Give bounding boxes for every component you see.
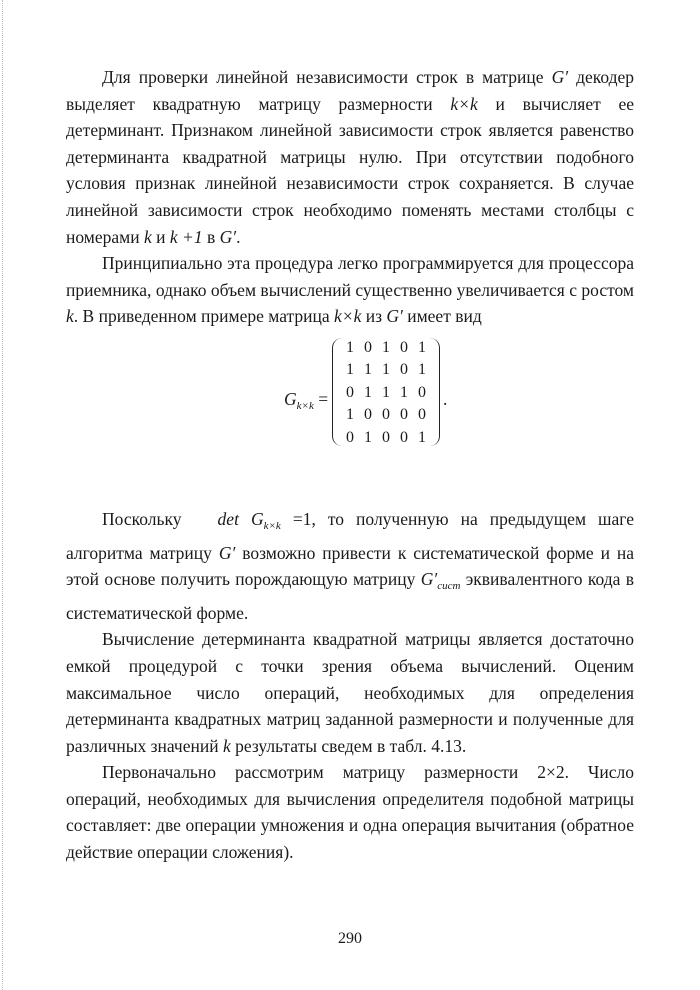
matrix-rows — [341, 337, 431, 450]
matrix-equation — [66, 336, 634, 456]
text: и вычисляет ее детерминант. Признаком линейной зависимости строк является равенство детерминанта квадратной матрицы нулю. При отсутствии подобного условия признак линейной независимости строк сохраняется. В случае линейной зависимости строк необходимо поменять местами столбцы с номерами — [66, 93, 635, 247]
text: . В приведенном примере матрица — [73, 306, 330, 327]
matrix-row — [341, 404, 431, 427]
math-k: k — [66, 306, 74, 327]
paragraph-2 — [66, 250, 634, 330]
matrix-cell: 0 — [418, 406, 426, 424]
text: эквивалентного кода в систематической форме. — [66, 569, 635, 623]
text: результаты сведем в табл. 4.13. — [235, 735, 467, 756]
text: . — [236, 226, 241, 247]
matrix-cell: 0 — [400, 406, 408, 424]
text: в — [206, 226, 216, 247]
matrix-cell: 1 — [418, 361, 426, 379]
matrix-cell: 1 — [382, 383, 390, 401]
matrix-period: . — [443, 388, 448, 409]
text: то полученную на предыдущем шаге алгоритма матрицу — [66, 508, 635, 563]
math-k: k — [222, 735, 231, 756]
text: имеет вид — [407, 306, 482, 327]
matrix-cell: 0 — [364, 406, 372, 424]
math-g: G — [284, 388, 297, 409]
matrix-cell: 1 — [400, 383, 408, 401]
matrix-cell: 0 — [418, 383, 426, 401]
math-g-prime-sist: G′ — [420, 569, 438, 590]
matrix-label — [284, 386, 328, 420]
text: Для проверки линейной независимости строк в матрице — [102, 67, 544, 87]
math-subscript: k×k — [263, 519, 281, 532]
matrix-cell: 1 — [346, 361, 354, 379]
text: . Число операций, необходимых для вычисления определителя подобной матрицы составляет: две операции умножения и одна операция вычитания (обратное действие операции сложения). — [66, 762, 634, 863]
matrix-cell: 0 — [400, 338, 408, 356]
text: Поскольку — [102, 508, 182, 529]
matrix-cell: 0 — [364, 338, 372, 356]
text: и — [156, 226, 166, 247]
text: из — [365, 306, 382, 327]
text: декодер выделяет квадратную матрицу размерности — [66, 67, 635, 114]
matrix-cell: 0 — [400, 361, 408, 379]
math-g-prime: G′ — [551, 67, 569, 87]
matrix-cell: 1 — [382, 338, 390, 356]
math-g-prime: G′ — [219, 226, 237, 247]
matrix-cell: 1 — [382, 361, 390, 379]
math-2x2: 2×2 — [537, 762, 565, 783]
text: возможно привести к систематической форме и на этой основе получить порождающую матрицу — [66, 542, 635, 590]
math-g-prime: G′ — [386, 306, 403, 327]
matrix-row — [341, 427, 431, 450]
paragraph-4 — [66, 626, 634, 759]
math-subscript: k×k — [296, 399, 314, 412]
math-subscript: сист — [437, 580, 461, 593]
matrix-cell: 1 — [364, 383, 372, 401]
text: Первоначально рассмотрим матрицу размерности — [102, 762, 519, 783]
matrix-row — [341, 337, 431, 360]
math-kxk: k×k — [334, 306, 362, 327]
spacer — [66, 466, 634, 506]
matrix-row — [341, 359, 431, 382]
matrix-cell: 0 — [382, 428, 390, 446]
text: Принципиально эта процедура легко программируется для процессора приемника, однако объем вычислений существенно увеличивается с ростом — [66, 253, 634, 300]
page-number: 290 — [338, 930, 362, 947]
matrix-cell: 1 — [418, 428, 426, 446]
math-k-plus-1: k +1 — [169, 226, 203, 247]
matrix-cell: 0 — [346, 428, 354, 446]
matrix-cell: 1 — [346, 406, 354, 424]
matrix-cell: 0 — [346, 383, 354, 401]
page-edge-dots — [2, 0, 3, 990]
matrix — [332, 336, 440, 448]
paragraph-1 — [66, 64, 634, 250]
math-k: k — [143, 226, 152, 247]
matrix-cell: 1 — [418, 338, 426, 356]
math-equals-one: =1, — [292, 508, 316, 529]
text: Вычисление детерминанта квадратной матрицы является достаточно емкой процедурой с точки зрения объема вычислений. Оценим максимальное число операций, необходимых для определения детерминанта квадратных матриц заданной размерности и полученные для различных значений — [66, 629, 634, 756]
matrix-cell: 1 — [346, 338, 354, 356]
matrix-cell: 1 — [364, 428, 372, 446]
matrix-cell: 0 — [400, 428, 408, 446]
paragraph-5 — [66, 759, 634, 865]
matrix-cell: 1 — [364, 361, 372, 379]
page-body — [66, 64, 634, 866]
matrix-cell: 0 — [382, 406, 390, 424]
math-g-prime: G′ — [218, 542, 236, 563]
matrix-row — [341, 382, 431, 405]
equals-sign: = — [318, 388, 329, 409]
math-det: det G — [217, 508, 264, 529]
paragraph-3 — [66, 506, 634, 626]
math-kxk: k×k — [450, 93, 478, 114]
